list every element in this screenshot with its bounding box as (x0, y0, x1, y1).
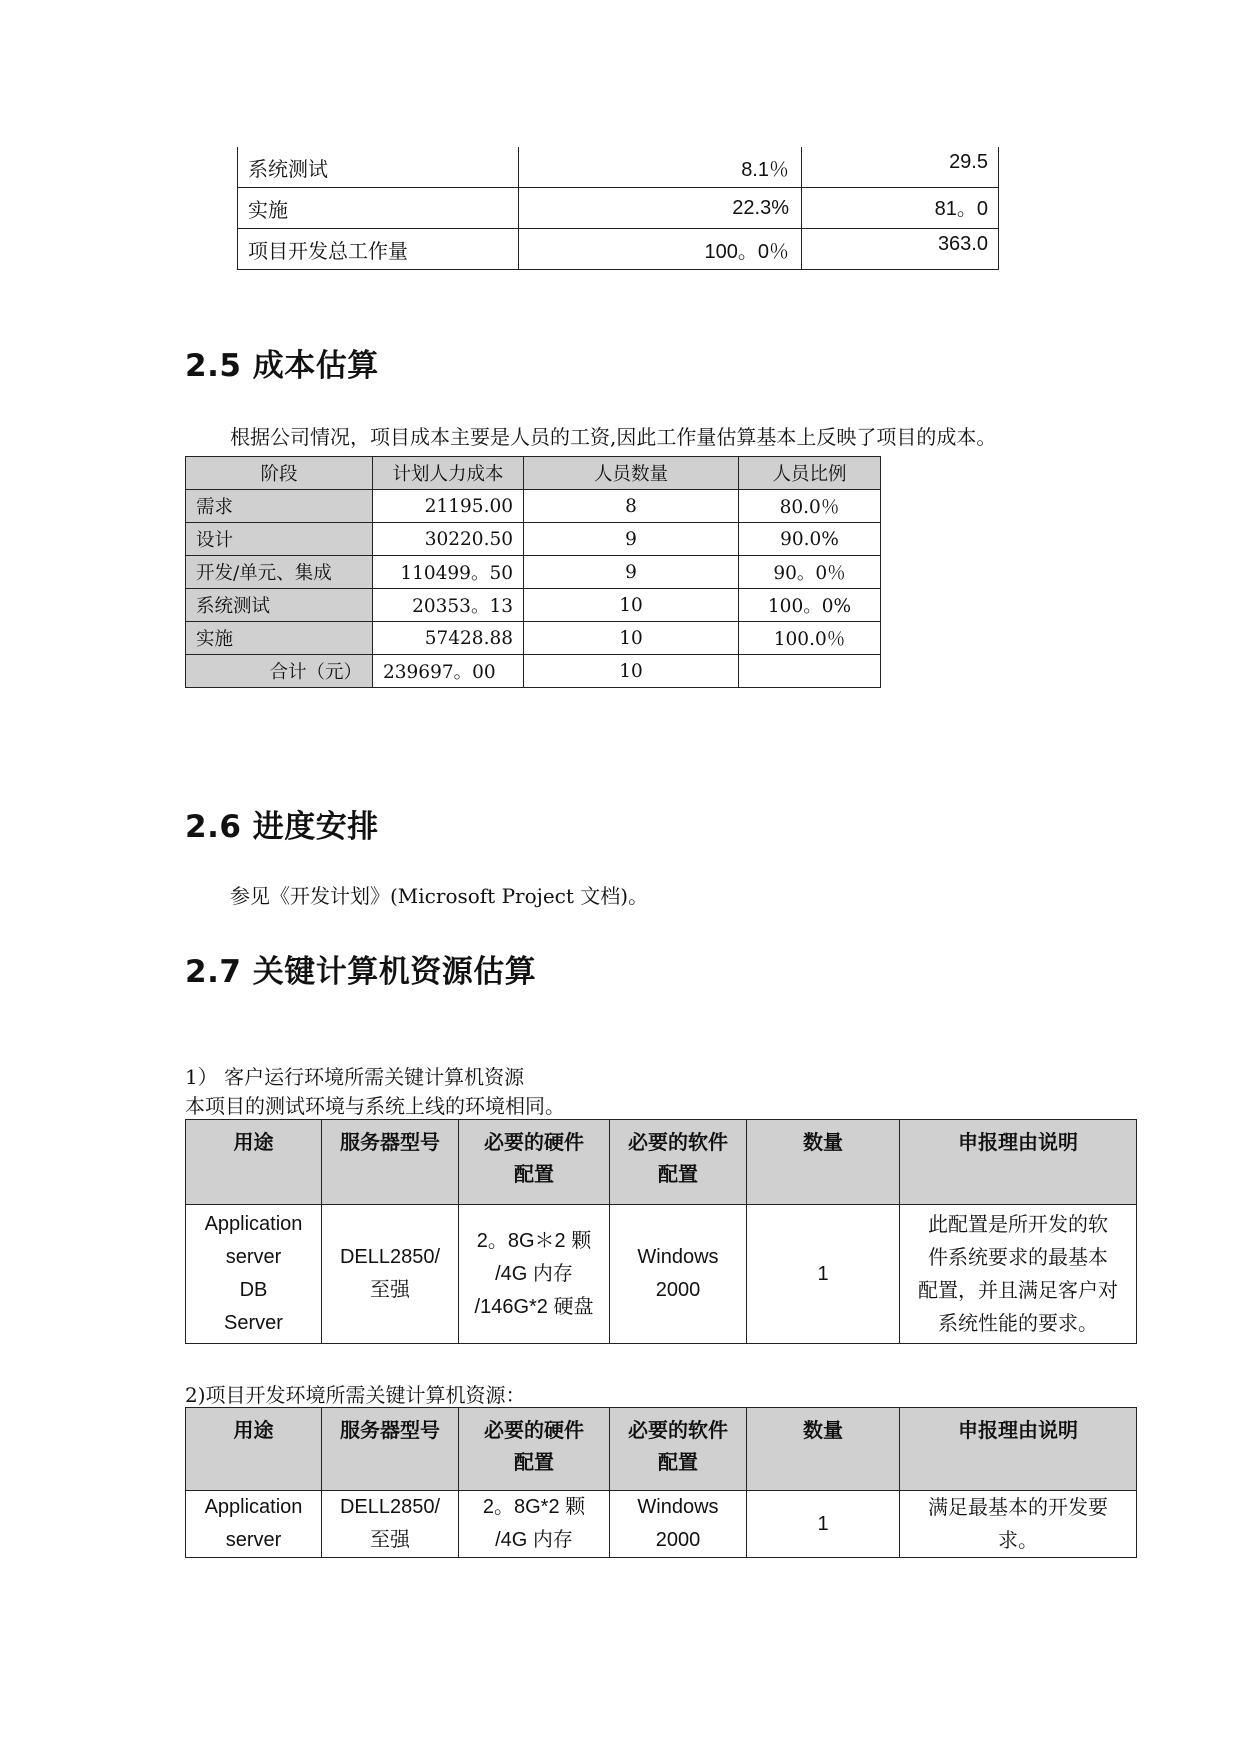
count-cell: 9 (524, 556, 739, 589)
software-cell: Windows 2000 (610, 1491, 747, 1558)
table-total-row (186, 655, 881, 688)
column-header: 阶段 (186, 457, 373, 490)
column-header-software: 必要的软件 配置 (610, 1120, 747, 1205)
qty-cell: 1 (747, 1205, 900, 1344)
ratio-cell: 90.0% (739, 523, 881, 556)
total-cost: 239697。00 (373, 655, 524, 688)
percent-cell: 8.1％ (519, 147, 802, 188)
count-cell: 10 (524, 622, 739, 655)
column-header-use: 用途 (186, 1408, 322, 1491)
effort-table (237, 147, 999, 270)
effort-cell: 81。0 (802, 188, 999, 229)
schedule-paragraph: 参见《开发计划》(Microsoft Project 文档)。 (230, 884, 649, 908)
ratio-cell: 100.0％ (739, 622, 881, 655)
sub2-title: 2)项目开发环境所需关键计算机资源： (185, 1383, 526, 1407)
count-cell: 8 (524, 490, 739, 523)
column-header-hardware: 必要的硬件 配置 (459, 1408, 610, 1491)
phase-cell: 项目开发总工作量 (238, 229, 519, 270)
use-cell: Application server (186, 1491, 322, 1558)
table-row (186, 589, 881, 622)
section-heading-schedule: 2.6 进度安排 (185, 809, 379, 845)
column-header-use: 用途 (186, 1120, 322, 1205)
cost-cell: 30220.50 (373, 523, 524, 556)
sub1-title: 1） 客户运行环境所需关键计算机资源 (185, 1065, 525, 1089)
ratio-cell: 100。0% (739, 589, 881, 622)
table-header-row (186, 1120, 1137, 1205)
qty-cell: 1 (747, 1491, 900, 1558)
phase-cell: 实施 (238, 188, 519, 229)
stage-cell: 开发/单元、集成 (186, 556, 373, 589)
model-cell: DELL2850/ 至强 (322, 1491, 459, 1558)
software-cell: Windows 2000 (610, 1205, 747, 1344)
use-cell: Application server DB Server (186, 1205, 322, 1344)
sub1-note: 本项目的测试环境与系统上线的环境相同。 (185, 1094, 565, 1118)
stage-cell: 设计 (186, 523, 373, 556)
total-label: 合计（元） (186, 655, 373, 688)
cost-paragraph: 根据公司情况，项目成本主要是人员的工资,因此工作量估算基本上反映了项目的成本。 (230, 425, 997, 449)
hardware-cell: 2。8G*2 颗 /4G 内存 (459, 1491, 610, 1558)
table-row (186, 1491, 1137, 1558)
cost-cell: 21195.00 (373, 490, 524, 523)
table-row (186, 556, 881, 589)
total-ratio (739, 655, 881, 688)
stage-cell: 实施 (186, 622, 373, 655)
percent-cell: 100。0％ (519, 229, 802, 270)
table-row (238, 188, 999, 229)
table-row (186, 523, 881, 556)
table-header-row (186, 1408, 1137, 1491)
phase-cell: 系统测试 (238, 147, 519, 188)
customer-resource-table (185, 1119, 1137, 1344)
cost-cell: 20353。13 (373, 589, 524, 622)
section-heading-cost: 2.5 成本估算 (185, 348, 379, 384)
column-header-reason: 申报理由说明 (900, 1408, 1137, 1491)
column-header-model: 服务器型号 (322, 1120, 459, 1205)
ratio-cell: 80.0％ (739, 490, 881, 523)
count-cell: 10 (524, 589, 739, 622)
hardware-cell: 2。8G＊2 颗 /4G 内存 /146G*2 硬盘 (459, 1205, 610, 1344)
reason-cell: 满足最基本的开发要 求。 (900, 1491, 1137, 1558)
column-header: 人员数量 (524, 457, 739, 490)
table-row (238, 229, 999, 270)
effort-cell: 363.0 (802, 229, 999, 270)
column-header-software: 必要的软件 配置 (610, 1408, 747, 1491)
column-header-model: 服务器型号 (322, 1408, 459, 1491)
stage-cell: 需求 (186, 490, 373, 523)
cost-cell: 57428.88 (373, 622, 524, 655)
cost-cell: 110499。50 (373, 556, 524, 589)
column-header-reason: 申报理由说明 (900, 1120, 1137, 1205)
reason-cell: 此配置是所开发的软 件系统要求的最基本 配置，并且满足客户对 系统性能的要求。 (900, 1205, 1137, 1344)
dev-resource-table (185, 1407, 1137, 1558)
column-header-hardware: 必要的硬件 配置 (459, 1120, 610, 1205)
effort-cell: 29.5 (802, 147, 999, 188)
table-row (238, 147, 999, 188)
table-row (186, 490, 881, 523)
column-header-qty: 数量 (747, 1408, 900, 1491)
total-count: 10 (524, 655, 739, 688)
count-cell: 9 (524, 523, 739, 556)
column-header: 人员比例 (739, 457, 881, 490)
section-heading-resources: 2.7 关键计算机资源估算 (185, 954, 537, 990)
cost-table (185, 456, 881, 688)
table-header-row (186, 457, 881, 490)
column-header: 计划人力成本 (373, 457, 524, 490)
stage-cell: 系统测试 (186, 589, 373, 622)
percent-cell: 22.3% (519, 188, 802, 229)
column-header-qty: 数量 (747, 1120, 900, 1205)
ratio-cell: 90。0％ (739, 556, 881, 589)
table-row (186, 622, 881, 655)
table-row (186, 1205, 1137, 1344)
model-cell: DELL2850/ 至强 (322, 1205, 459, 1344)
